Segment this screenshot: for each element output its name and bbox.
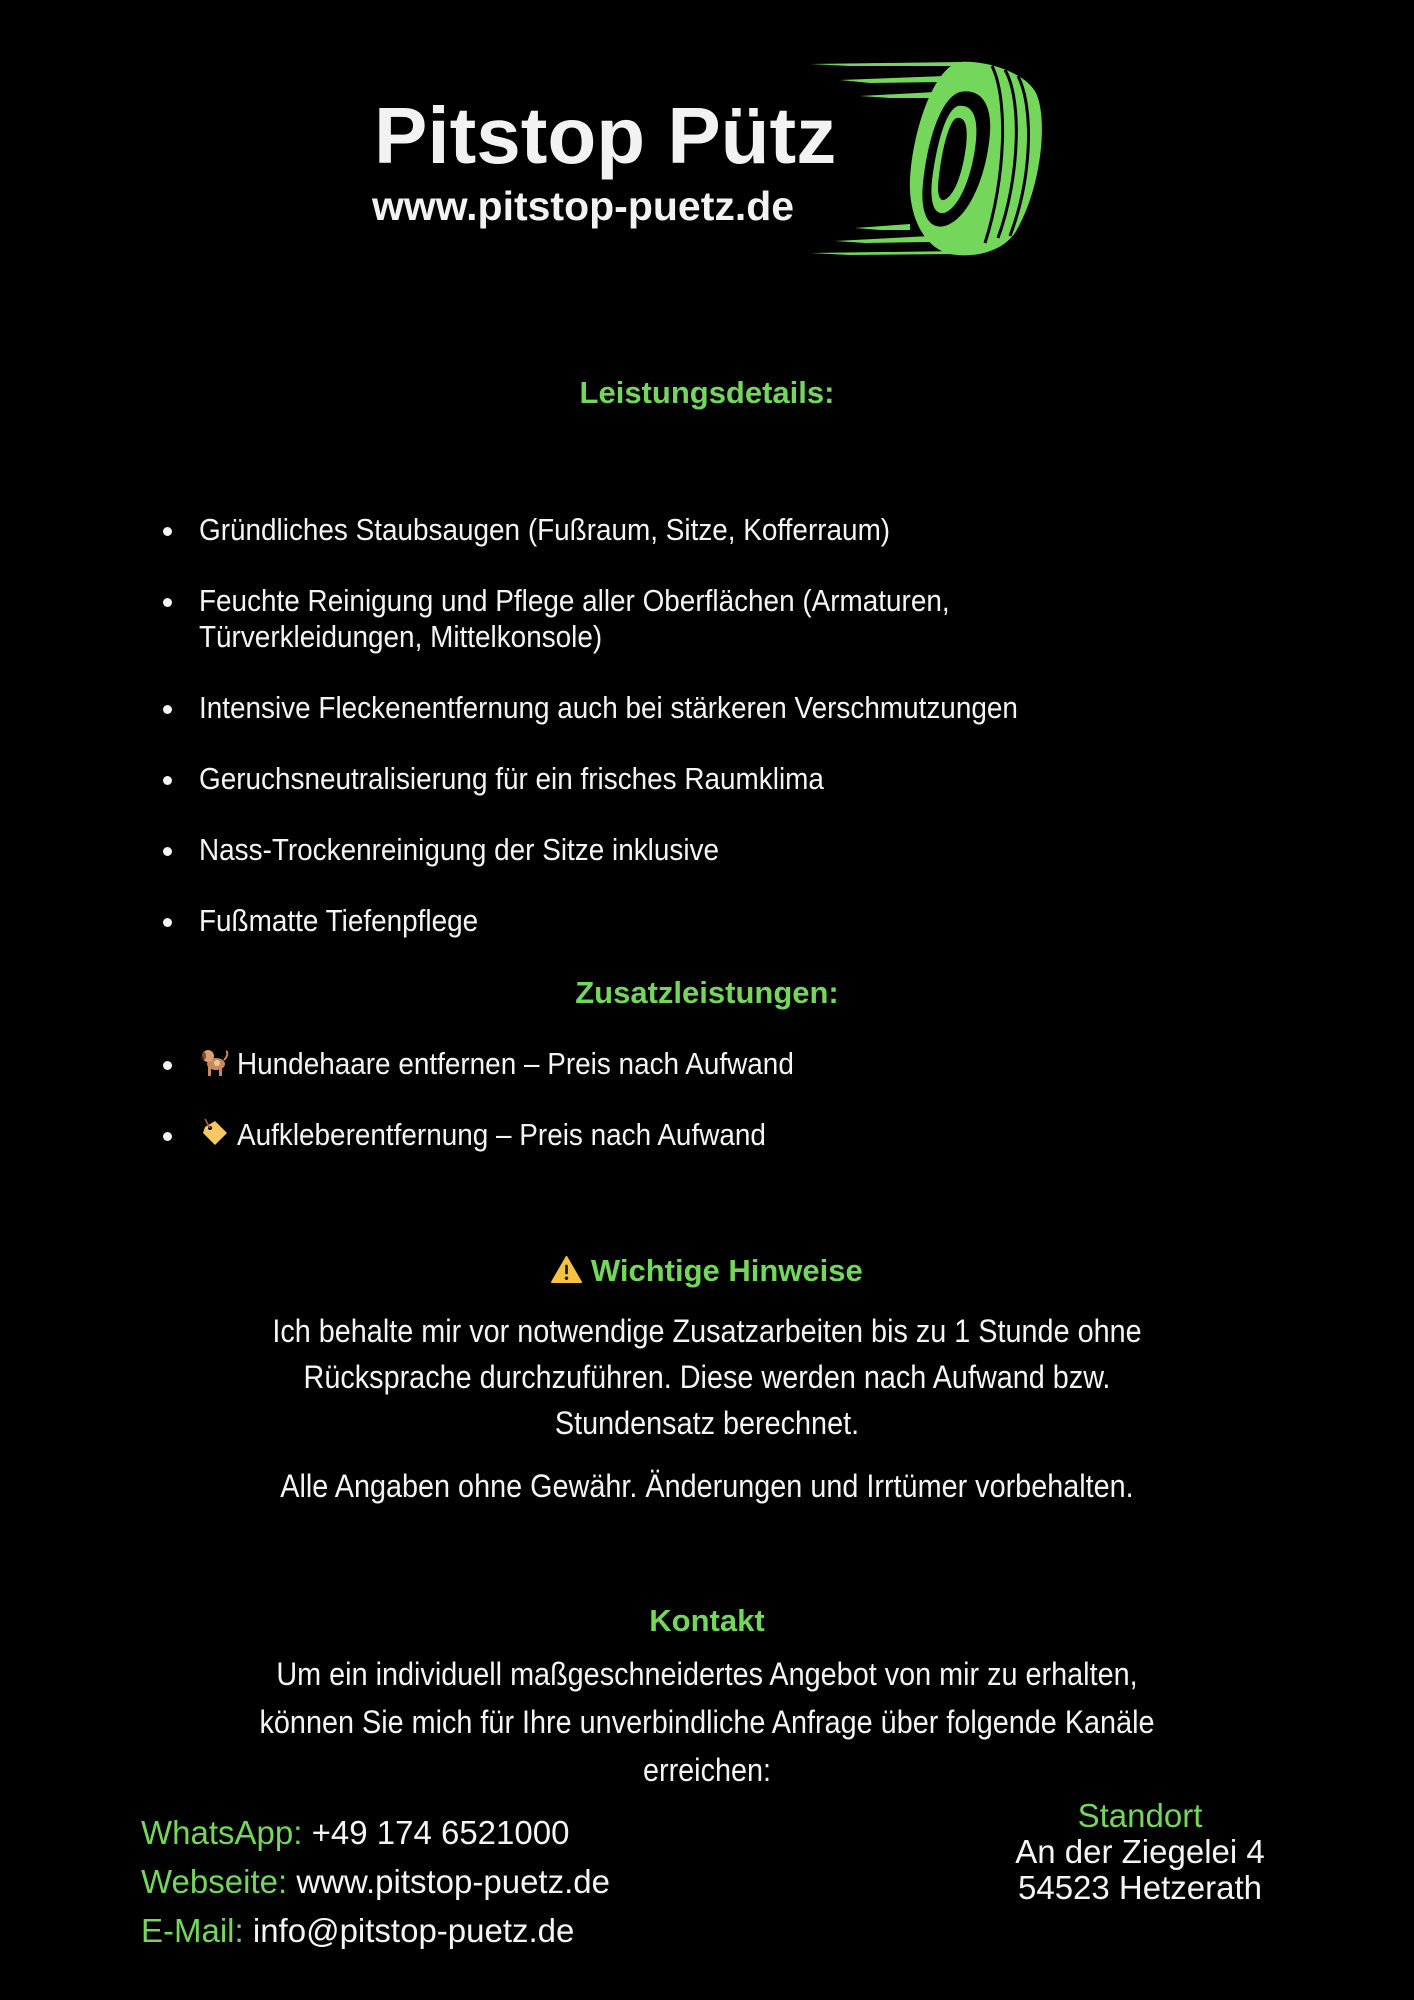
extras-list	[160, 1046, 1300, 1153]
service-text-continued: Türverkleidungen, Mittelkonsole)	[199, 619, 603, 654]
contact-text	[0, 1650, 1414, 1794]
notes-heading	[0, 1253, 1414, 1289]
list-item	[160, 1117, 1300, 1153]
label-tag-icon	[199, 1117, 231, 1149]
list-item	[160, 832, 1300, 868]
list-item	[160, 512, 1300, 548]
bullet	[163, 705, 172, 714]
email-link[interactable]: info@pitstop-puetz.de	[252, 1912, 575, 1949]
list-item	[160, 583, 1300, 655]
services-list	[160, 512, 1300, 939]
contact-line: können Sie mich für Ihre unverbindliche Anfrage über folgende Kanäle	[259, 1704, 1155, 1740]
extra-text: Hundehaare entfernen – Preis nach Aufwand	[237, 1046, 794, 1081]
list-item	[160, 903, 1300, 939]
location	[990, 1798, 1290, 1906]
website-link[interactable]: www.pitstop-puetz.de	[296, 1863, 610, 1900]
bullet	[163, 918, 172, 927]
service-text: Nass-Trockenreinigung der Sitze inklusive	[199, 832, 720, 867]
service-text: Intensive Fleckenentfernung auch bei stärkeren Verschmutzungen	[199, 690, 1018, 725]
disclaimer-text: Alle Angaben ohne Gewähr. Änderungen und Irrtümer vorbehalten.	[280, 1468, 1134, 1504]
list-item	[160, 761, 1300, 797]
contact-line: Um ein individuell maßgeschneidertes Angebot von mir zu erhalten,	[276, 1656, 1138, 1692]
disclaimer	[0, 1463, 1414, 1509]
extra-text: Aufkleberentfernung – Preis nach Aufwand	[237, 1117, 766, 1152]
notes-text	[0, 1308, 1414, 1446]
bullet	[163, 527, 172, 536]
service-text: Fußmatte Tiefenpflege	[199, 903, 479, 938]
dog-icon	[199, 1046, 231, 1078]
bullet	[163, 776, 172, 785]
bullet	[163, 1061, 172, 1070]
services-heading: Leistungsdetails:	[579, 375, 835, 410]
contact-channels	[141, 1808, 610, 1955]
logo-title: Pitstop Pütz	[374, 91, 837, 180]
website-label: Webseite:	[141, 1863, 288, 1900]
email-row[interactable]	[141, 1906, 610, 1955]
extras-heading: Zusatzleistungen:	[575, 975, 839, 1010]
service-text: Gründliches Staubsaugen (Fußraum, Sitze, Kofferraum)	[199, 512, 891, 547]
list-item	[160, 1046, 1300, 1082]
warning-icon	[551, 1255, 582, 1284]
list-item	[160, 690, 1300, 726]
whatsapp-label: WhatsApp:	[141, 1814, 303, 1851]
bullet	[163, 847, 172, 856]
location-street: An der Ziegelei 4	[1015, 1833, 1265, 1870]
contact-heading: Kontakt	[649, 1603, 765, 1638]
service-text: Geruchsneutralisierung für ein frisches Raumklima	[199, 761, 824, 796]
logo	[370, 58, 1050, 258]
notes-line: Ich behalte mir vor notwendige Zusatzarbeiten bis zu 1 Stunde ohne	[272, 1313, 1142, 1349]
bullet	[163, 598, 172, 607]
logo-url: www.pitstop-puetz.de	[372, 183, 795, 229]
notes-line: Rücksprache durchzuführen. Diese werden nach Aufwand bzw.	[303, 1359, 1111, 1395]
website-row[interactable]	[141, 1857, 610, 1906]
whatsapp-row[interactable]	[141, 1808, 610, 1857]
service-text: Feuchte Reinigung und Pflege aller Oberflächen (Armaturen,	[199, 583, 950, 618]
location-city: 54523 Hetzerath	[1017, 1869, 1262, 1906]
notes-line: Stundensatz berechnet.	[554, 1405, 860, 1441]
notes-heading-text: Wichtige Hinweise	[590, 1253, 863, 1288]
bullet	[163, 1132, 172, 1141]
location-label: Standort	[1077, 1797, 1203, 1834]
tire-icon	[810, 58, 1050, 258]
whatsapp-number[interactable]: +49 174 6521000	[311, 1814, 570, 1851]
contact-line: erreichen:	[642, 1752, 772, 1788]
email-label: E-Mail:	[141, 1912, 244, 1949]
